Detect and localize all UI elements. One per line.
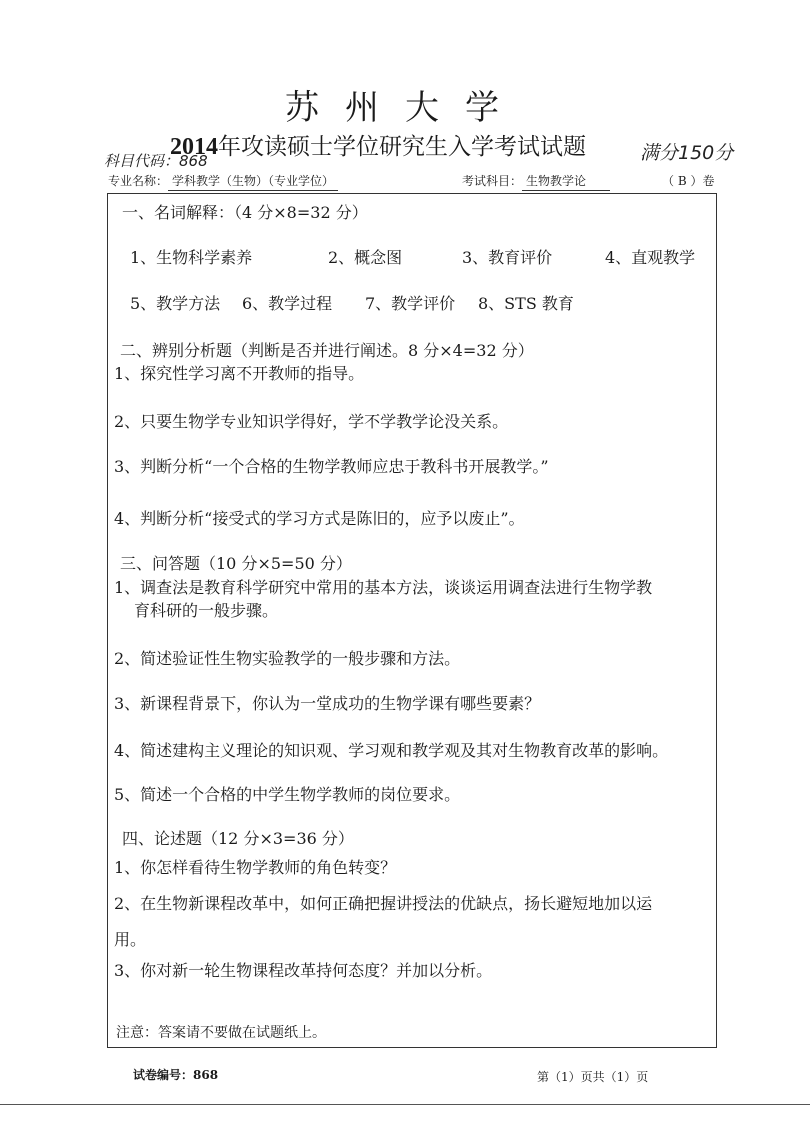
question-2-2: 2、只要生物学专业知识学得好，学不学教学论没关系。 <box>114 412 509 431</box>
university-name: 苏州大学 <box>285 88 525 128</box>
question-3-2: 2、简述验证性生物实验教学的一般步骤和方法。 <box>114 649 461 668</box>
term-5: 5、教学方法 <box>130 294 221 313</box>
term-8: 8、STS 教育 <box>478 294 574 313</box>
exam-title-text: 年攻读硕士学位研究生入学考试试题 <box>218 134 586 160</box>
term-3: 3、教育评价 <box>462 248 553 267</box>
question-3-3: 3、新课程背景下，你认为一堂成功的生物学课有哪些要素？ <box>114 694 541 713</box>
question-3-5: 5、简述一个合格的中学生物学教师的岗位要求。 <box>114 785 461 804</box>
subject-label: 考试科目： <box>462 174 523 188</box>
notice: 注意：答案请不要做在试题纸上。 <box>116 1025 326 1041</box>
subject-value: 生物教学论 <box>522 172 610 191</box>
page-info: 第（1）页共（1）页 <box>537 1070 649 1084</box>
question-2-1: 1、探究性学习离不开教师的指导。 <box>114 364 365 383</box>
term-7: 7、教学评价 <box>365 294 456 313</box>
question-3-1-cont: 育科研的一般步骤。 <box>134 601 279 620</box>
subject-field <box>462 172 610 191</box>
section-4-title: 四、论述题（12 分×3=36 分） <box>122 829 354 848</box>
term-4: 4、直观教学 <box>605 248 696 267</box>
question-3-4: 4、简述建构主义理论的知识观、学习观和教学观及其对生物教育改革的影响。 <box>114 741 669 760</box>
major-label: 专业名称： <box>108 174 169 188</box>
handwritten-full-score: 满分150分 <box>640 142 734 164</box>
section-3-title: 三、问答题（10 分×5=50 分） <box>120 554 352 573</box>
question-3-1: 1、调查法是教育科学研究中常用的基本方法，谈谈运用调查法进行生物学教 <box>114 578 653 597</box>
question-4-2: 2、在生物新课程改革中，如何正确把握讲授法的优缺点，扬长避短地加以运 <box>114 894 653 913</box>
term-1: 1、生物科学素养 <box>130 248 253 267</box>
section-1-title: 一、名词解释：（4 分×8=32 分） <box>122 203 368 222</box>
question-4-1: 1、你怎样看待生物学教师的角色转变？ <box>114 858 397 877</box>
question-4-2-cont: 用。 <box>114 930 147 949</box>
question-4-3: 3、你对新一轮生物课程改革持何态度？并加以分析。 <box>114 961 493 980</box>
handwritten-subject-code: 科目代码：868 <box>104 152 208 170</box>
exam-year: 2014 <box>170 134 218 160</box>
question-2-3: 3、判断分析“一个合格的生物学教师应忠于教科书开展教学。” <box>114 457 549 476</box>
term-6: 6、教学过程 <box>242 294 333 313</box>
major-field <box>108 172 338 191</box>
section-2-title: 二、辨别分析题（判断是否并进行阐述。8 分×4=32 分） <box>120 341 534 360</box>
bottom-divider <box>0 1104 810 1105</box>
exam-title <box>170 128 586 161</box>
question-2-4: 4、判断分析“接受式的学习方式是陈旧的，应予以废止”。 <box>114 509 525 528</box>
paper-number: 试卷编号：868 <box>133 1068 219 1082</box>
paper-version: （ B ）卷 <box>662 174 715 188</box>
major-value: 学科教学（生物）（专业学位） <box>168 172 338 191</box>
term-2: 2、概念图 <box>328 248 403 267</box>
